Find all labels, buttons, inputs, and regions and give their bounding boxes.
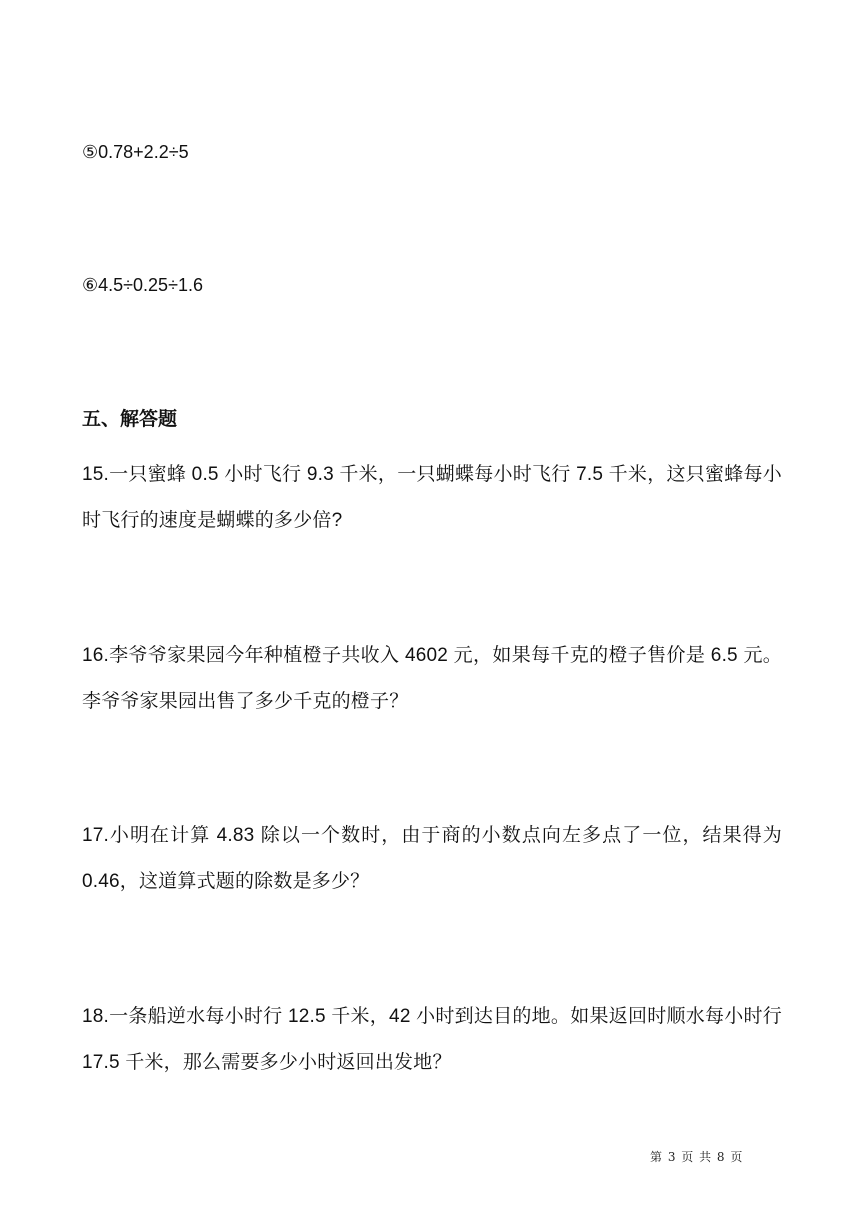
calculation-item-6: ⑥4.5÷0.25÷1.6	[82, 275, 203, 295]
question-16: 16.李爷爷家果园今年种植橙子共收入 4602 元，如果每千克的橙子售价是 6.5 元。李爷爷家果园出售了多少千克的橙子？	[82, 645, 782, 712]
question-17: 17.小明在计算 4.83 除以一个数时，由于商的小数点向左多点了一位，结果得为 0.46，这道算式题的除数是多少？	[82, 825, 782, 892]
question-18: 18.一条船逆水每小时行 12.5 千米，42 小时到达目的地。如果返回时顺水每小时行 17.5 千米，那么需要多少小时返回出发地？	[82, 1006, 782, 1073]
section-heading: 五、解答题	[82, 409, 178, 430]
page-number: 第 3 页 共 8 页	[650, 1150, 744, 1164]
question-15: 15.一只蜜蜂 0.5 小时飞行 9.3 千米，一只蝴蝶每小时飞行 7.5 千米，这只蜜蜂每小时飞行的速度是蝴蝶的多少倍?	[82, 464, 782, 531]
calculation-item-5: ⑤0.78+2.2÷5	[82, 142, 189, 162]
